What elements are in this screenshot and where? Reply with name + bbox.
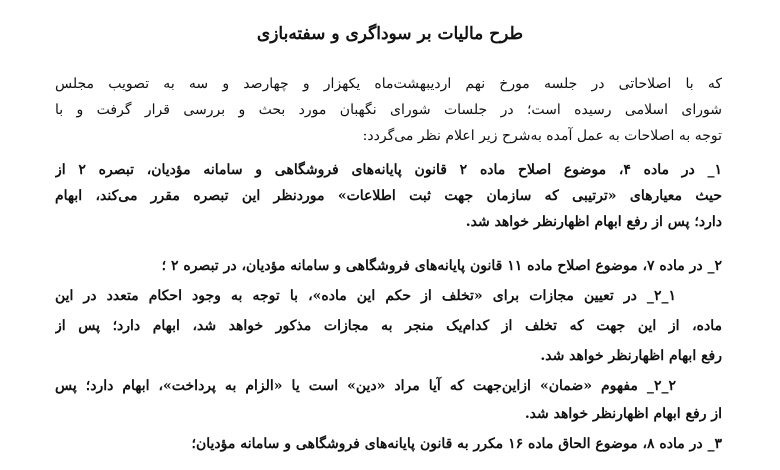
clause-1-line: ۱_ در ماده ۴، موضوع اصلاح ماده ۲ قانون پایانه‌های فروشگاهی و سامانه مؤدیان، تبصره ۲ از [55, 162, 722, 178]
clause-2-2-line: از رفع ابهام اظهارنظر خواهد شد. [524, 406, 722, 422]
document-title: طرح مالیات بر سوداگری و سفته‌بازی [256, 24, 524, 44]
clause-2-1-line: رفع ابهام اظهارنظر خواهد شد. [540, 348, 722, 364]
clause-2-2-line: ۲_۲_ مفهوم «ضمان» ازاین‌جهت که آیا مراد «دین» است یا «الزام به پرداخت»، ابهام دارد؛ پس [55, 378, 676, 394]
paragraph-line: که با اصلاحاتی در جلسه مورخ نهم اردیبهشت‌ماه یکهزار و چهارصد و سه به تصویب مجلس [55, 76, 722, 92]
clause-2-1-line: ۱_۲_ در تعیین مجازات برای «تخلف از حکم این ماده»، با توجه به وجود احکام متعدد در این [55, 288, 676, 304]
clause-1-line: حیث معیارهای «ترتیبی که سازمان جهت ثبت اطلاعات» موردنظر این تبصره مقرر می‌کند، ابهام [55, 188, 722, 204]
paragraph-line: شورای اسلامی رسیده است؛ در جلسات شورای نگهبان مورد بحث و بررسی قرار گرفت و با [55, 102, 722, 118]
clause-2-1-line: ماده، از این جهت که تخلف از کدام‌یک منجر به مجازات مذکور خواهد شد، ابهام دارد؛ پس از [55, 318, 722, 334]
clause-1-line: دارد؛ پس از رفع ابهام اظهارنظر خواهد شد. [465, 214, 722, 230]
clause-2-line: ۲_ در ماده ۷، موضوع اصلاح ماده ۱۱ قانون پایانه‌های فروشگاهی و سامانه مؤدیان، در تبصره ۲ ؛ [161, 258, 722, 274]
clause-3-line: ۳_ در ماده ۸، موضوع الحاق ماده ۱۶ مکرر به قانون پایانه‌های فروشگاهی و سامانه مؤدیان؛ [191, 436, 722, 452]
paragraph-line: توجه به اصلاحات به عمل آمده به‌شرح زیر اعلام نظر می‌گردد: [362, 128, 722, 144]
